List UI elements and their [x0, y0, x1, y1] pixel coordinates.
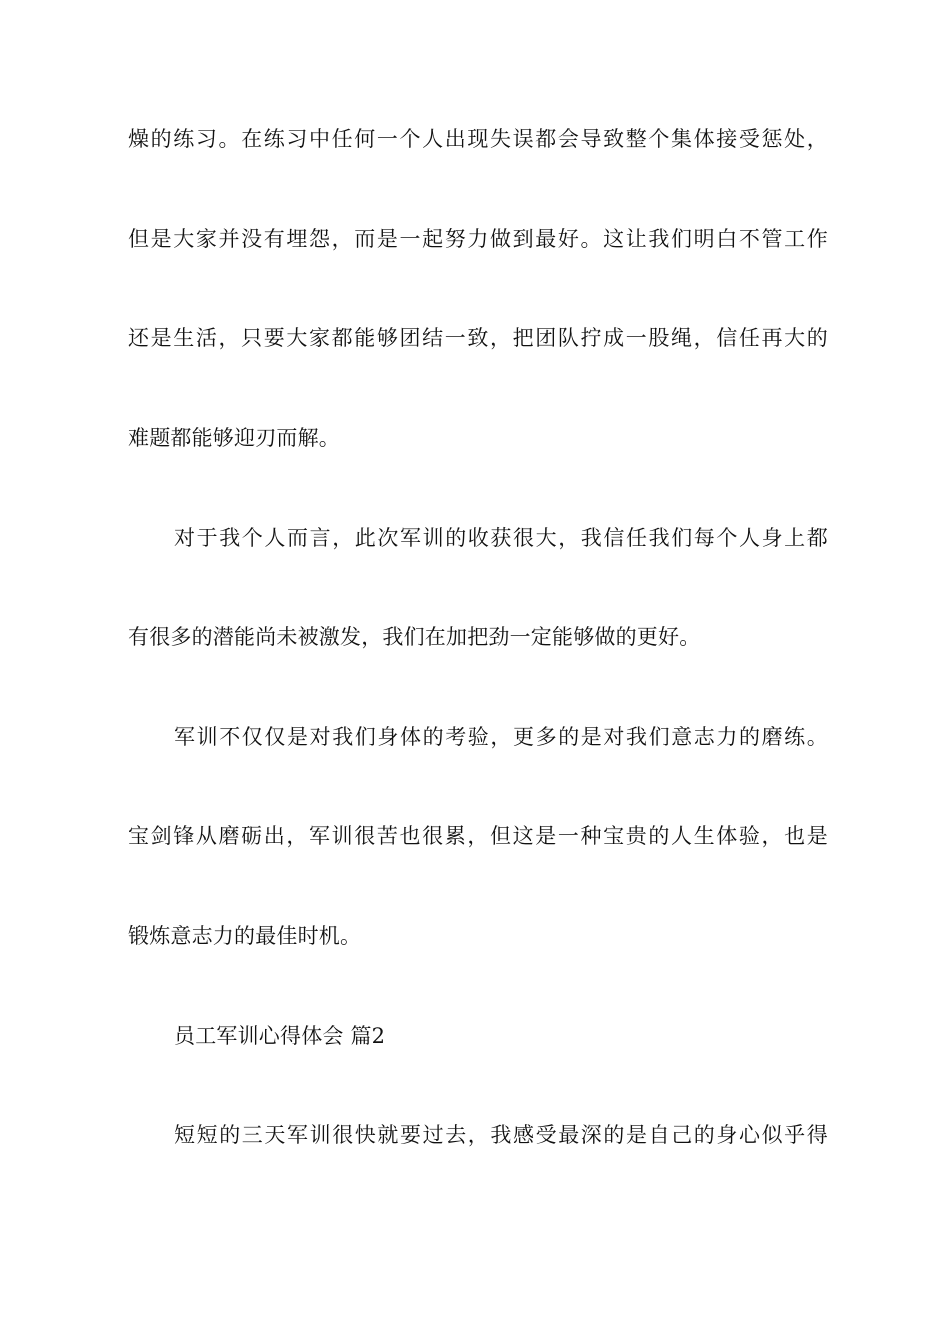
paragraph-line: 难题都能够迎刃而解。 [128, 426, 340, 450]
section-heading: 员工军训心得体会 篇2 [174, 1024, 386, 1048]
paragraph-line: 对于我个人而言，此次军训的收获很大，我信任我们每个人身上都 [174, 526, 828, 550]
paragraph-line: 燥的练习。在练习中任何一个人出现失误都会导致整个集体接受惩处， [128, 127, 828, 151]
paragraph-line: 但是大家并没有埋怨，而是一起努力做到最好。这让我们明白不管工作 [128, 227, 828, 251]
paragraph-line: 军训不仅仅是对我们身体的考验，更多的是对我们意志力的磨练。 [174, 725, 828, 749]
paragraph-line: 锻炼意志力的最佳时机。 [128, 924, 362, 948]
paragraph-line: 还是生活，只要大家都能够团结一致，把团队拧成一股绳，信任再大的 [128, 326, 828, 350]
paragraph-line: 短短的三天军训很快就要过去，我感受最深的是自己的身心似乎得 [174, 1123, 828, 1147]
paragraph-line: 有很多的潜能尚未被激发，我们在加把劲一定能够做的更好。 [128, 625, 701, 649]
paragraph-line: 宝剑锋从磨砺出，军训很苦也很累，但这是一种宝贵的人生体验，也是 [128, 824, 828, 848]
